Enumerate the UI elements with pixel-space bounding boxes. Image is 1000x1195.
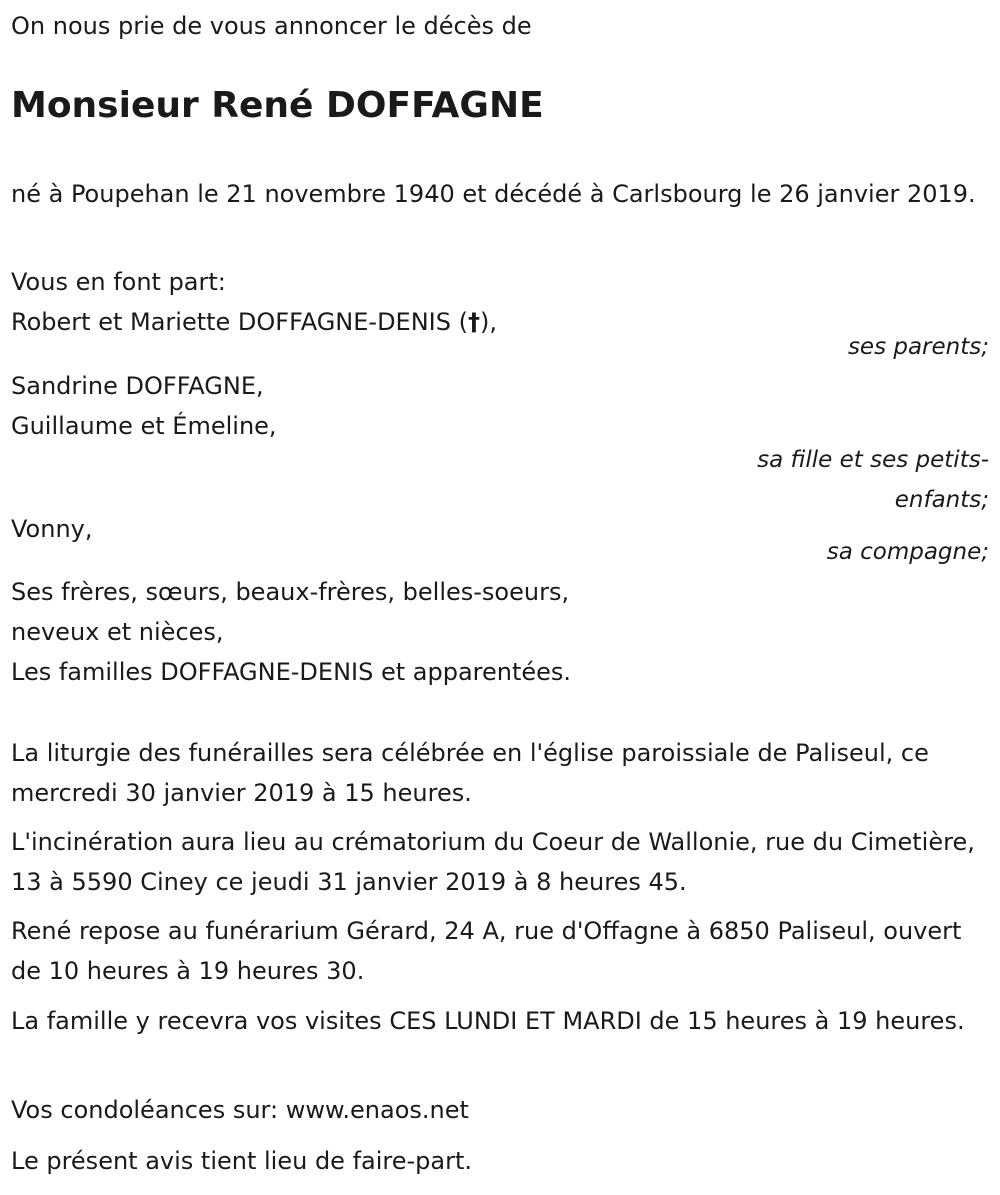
funeral-home-info: René repose au funérarium Gérard, 24 A, rue d'Offagne à 6850 Paliseul, ouvert de 10 heures à 19 heures 30.: [11, 917, 962, 985]
family-names: Les familles DOFFAGNE-DENIS et apparentées.: [11, 658, 572, 686]
cremation-info: L'incinération aura lieu au crématorium du Coeur de Wallonie, rue du Cimetière, 13 à 5590 Ciney ce jeudi 31 janvier 2019 à 8 heures 45.: [11, 828, 975, 896]
relation-label: sa fille et ses petits-enfants;: [757, 447, 989, 513]
intro-text: On nous prie de vous annoncer le décès de: [11, 12, 532, 40]
family-names: Guillaume et Émeline,: [11, 412, 277, 440]
closing-note: Le présent avis tient lieu de faire-part.: [11, 1147, 473, 1175]
condolences-info: Vos condoléances sur: www.enaos.net: [11, 1096, 469, 1124]
family-group-children: [11, 366, 989, 520]
visits-info: La famille y recevra vos visites CES LUNDI ET MARDI de 15 heures à 19 heures.: [11, 1007, 965, 1035]
family-names: Vonny,: [11, 515, 93, 543]
family-names: Sandrine DOFFAGNE,: [11, 372, 264, 400]
announcers-label: Vous en font part:: [11, 268, 226, 296]
funeral-info: La liturgie des funérailles sera célébrée en l'église paroissiale de Paliseul, ce mercredi 30 janvier 2019 à 15 heures.: [11, 739, 929, 807]
family-names: Robert et Mariette DOFFAGNE-DENIS (†),: [11, 308, 497, 336]
cross-icon: †: [467, 308, 480, 336]
deceased-name: Monsieur René DOFFAGNE: [11, 85, 544, 126]
family-names: Ses frères, sœurs, beaux-frères, belles-soeurs,: [11, 578, 570, 606]
family-group-parents: [11, 302, 989, 366]
birth-death-text: né à Poupehan le 21 novembre 1940 et décédé à Carlsbourg le 26 janvier 2019.: [11, 180, 976, 208]
relation-label: sa compagne;: [826, 539, 989, 565]
family-group-siblings: [11, 572, 989, 692]
family-names: neveux et nièces,: [11, 618, 224, 646]
relation-label: ses parents;: [847, 334, 989, 360]
family-group-companion: [11, 509, 989, 571]
